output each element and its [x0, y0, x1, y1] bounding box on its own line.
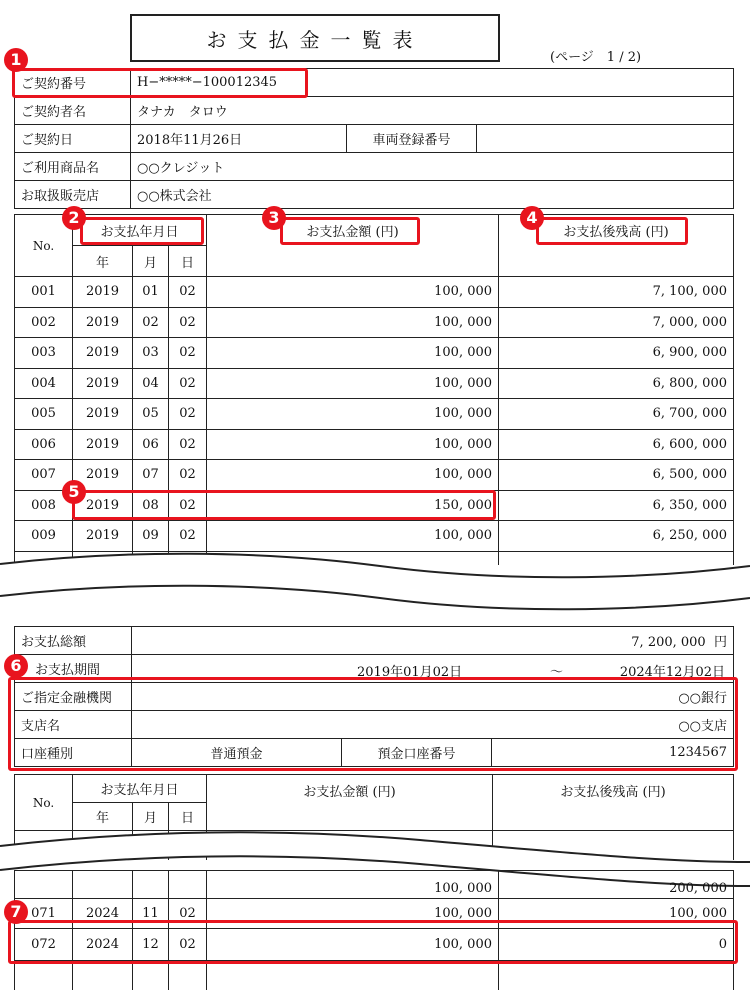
row-year: 2019	[73, 521, 133, 552]
month-header-2: 月	[133, 803, 169, 831]
period-start: 2019年01月02日	[357, 665, 463, 680]
year-header-2: 年	[73, 803, 133, 831]
callout-box-row-008	[72, 490, 496, 520]
row-day: 02	[169, 490, 207, 521]
cut-row-2	[15, 871, 734, 899]
branch-label: 支店名	[15, 711, 132, 739]
row-amount: 100, 000	[207, 307, 499, 338]
row-072-month: 12	[133, 929, 169, 961]
schedule-row	[15, 521, 734, 552]
day-header-2: 日	[169, 803, 207, 831]
row-balance: 7, 000, 000	[499, 307, 734, 338]
trailing-cell	[499, 961, 734, 990]
payment-date-header-2: お支払年月日	[73, 775, 207, 803]
year-header: 年	[73, 246, 133, 277]
page-number: (ページ 1 / 2)	[550, 50, 642, 65]
row-day: 02	[169, 460, 207, 491]
callout-box-payment-amount	[280, 217, 420, 245]
row-year: 2019	[73, 307, 133, 338]
callout-badge-2: 2	[62, 206, 86, 230]
cut-row2-amount: 100, 000	[207, 871, 499, 899]
cut-row2-day	[169, 871, 207, 899]
row-balance: 6, 900, 000	[499, 338, 734, 369]
callout-badge-6: 6	[4, 654, 28, 678]
trailing-cell	[207, 961, 499, 990]
account-number-value: 1234567	[492, 739, 734, 767]
product-name-value: ○○クレジット	[131, 153, 734, 181]
row-year: 2019	[73, 399, 133, 430]
vehicle-registration-label: 車両登録番号	[347, 125, 477, 153]
row-no: 007	[15, 460, 73, 491]
schedule-row	[15, 277, 734, 308]
row-day: 02	[169, 399, 207, 430]
summary-total-row	[15, 627, 734, 655]
cut-row2-year	[73, 871, 133, 899]
row-amount: 100, 000	[207, 277, 499, 308]
row-071-balance: 100, 000	[499, 899, 734, 929]
contract-date-label: ご契約日	[15, 125, 131, 153]
schedule-row	[15, 338, 734, 369]
document-title: お支払金一覧表	[130, 14, 500, 62]
row-month: 04	[133, 368, 169, 399]
payment-date-header: お支払年月日	[73, 215, 207, 246]
row-no: 002	[15, 307, 73, 338]
row-year: 2019	[73, 277, 133, 308]
callout-badge-4: 4	[520, 206, 544, 230]
row-no: 004	[15, 368, 73, 399]
trailing-row	[15, 961, 734, 990]
row-no: 005	[15, 399, 73, 430]
branch-value: ○○支店	[132, 711, 734, 739]
day-header: 日	[169, 246, 207, 277]
row-year: 2019	[73, 368, 133, 399]
callout-box-final-row	[8, 920, 738, 964]
total-label: お支払総額	[15, 627, 132, 655]
period-end: 2024年12月02日	[619, 665, 725, 680]
cut-row2-balance: 200, 000	[499, 871, 734, 899]
callout-box-contract-number	[12, 68, 308, 98]
schedule-row	[15, 307, 734, 338]
row-balance: 6, 250, 000	[499, 521, 734, 552]
callout-badge-7: 7	[4, 900, 28, 924]
schedule-row	[15, 399, 734, 430]
bank-value: ○○銀行	[132, 683, 734, 711]
callout-badge-1: 1	[4, 48, 28, 72]
row-year: 2019	[73, 490, 133, 521]
schedule-row	[15, 429, 734, 460]
contractor-name-value: タナカ タロウ	[131, 97, 734, 125]
row-balance: 6, 700, 000	[499, 399, 734, 430]
row-no: 009	[15, 521, 73, 552]
row-month: 05	[133, 399, 169, 430]
callout-badge-3: 3	[262, 206, 286, 230]
contract-number-label: ご契約番号	[15, 69, 131, 97]
balance-header: お支払後残高 (円)	[499, 215, 734, 277]
trailing-cell	[15, 961, 73, 990]
row-balance: 6, 350, 000	[499, 490, 734, 521]
schedule-row	[15, 460, 734, 491]
page-tear-divider	[0, 548, 750, 614]
callout-box-payment-date	[80, 217, 204, 245]
dealer-value: ○○株式会社	[131, 181, 734, 209]
row-no: 003	[15, 338, 73, 369]
callout-badge-5: 5	[62, 480, 86, 504]
row-month: 02	[133, 307, 169, 338]
row-no: 008	[15, 490, 73, 521]
row-month: 07	[133, 460, 169, 491]
row-072-year: 2024	[73, 929, 133, 961]
month-header: 月	[133, 246, 169, 277]
row-072-balance: 0	[499, 929, 734, 961]
row-month: 08	[133, 490, 169, 521]
row-amount: 100, 000	[207, 460, 499, 491]
row-balance: 7, 100, 000	[499, 277, 734, 308]
contract-row-product	[15, 153, 734, 181]
cut-row2-no	[15, 871, 73, 899]
row-amount: 100, 000	[207, 521, 499, 552]
row-071-month: 11	[133, 899, 169, 929]
account-number-label: 預金口座番号	[342, 739, 492, 767]
trailing-cell	[133, 961, 169, 990]
row-day: 02	[169, 368, 207, 399]
balance-header-2: お支払後残高 (円)	[493, 775, 734, 831]
total-value-cell	[132, 627, 734, 655]
row-no: 001	[15, 277, 73, 308]
trailing-cell	[73, 961, 133, 990]
payment-amount-header: お支払金額 (円)	[207, 215, 499, 277]
cut-row2-month	[133, 871, 169, 899]
row-day: 02	[169, 277, 207, 308]
row-day: 02	[169, 307, 207, 338]
no-header-2: No.	[15, 775, 73, 831]
total-unit: 円	[713, 635, 727, 650]
account-type-label: 口座種別	[15, 739, 132, 767]
row-071-amount: 100, 000	[207, 899, 499, 929]
row-balance: 6, 500, 000	[499, 460, 734, 491]
bank-label: ご指定金融機関	[15, 683, 132, 711]
contractor-name-label: ご契約者名	[15, 97, 131, 125]
row-year: 2019	[73, 429, 133, 460]
row-month: 03	[133, 338, 169, 369]
contract-row-name	[15, 97, 734, 125]
vehicle-registration-value	[477, 125, 734, 153]
contract-row-date	[15, 125, 734, 153]
row-balance: 6, 600, 000	[499, 429, 734, 460]
callout-box-bank-info	[8, 677, 738, 771]
row-month: 01	[133, 277, 169, 308]
callout-box-balance	[536, 217, 688, 245]
row-072-no: 072	[15, 929, 73, 961]
row-day: 02	[169, 338, 207, 369]
account-type-value: 普通預金	[132, 739, 342, 767]
contract-date-value: 2018年11月26日	[131, 125, 347, 153]
contract-row-dealer	[15, 181, 734, 209]
row-no: 006	[15, 429, 73, 460]
product-name-label: ご利用商品名	[15, 153, 131, 181]
row-amount: 100, 000	[207, 338, 499, 369]
row-day: 02	[169, 521, 207, 552]
row-amount: 100, 000	[207, 368, 499, 399]
row-day: 02	[169, 429, 207, 460]
row-072-day: 02	[169, 929, 207, 961]
row-072-amount: 100, 000	[207, 929, 499, 961]
row-071-year: 2024	[73, 899, 133, 929]
row-amount: 100, 000	[207, 399, 499, 430]
row-071-no: 071	[15, 899, 73, 929]
row-month: 09	[133, 521, 169, 552]
schedule-row	[15, 368, 734, 399]
schedule2-header-row	[15, 775, 734, 803]
row-month: 06	[133, 429, 169, 460]
period-label: お支払期間	[15, 655, 132, 683]
row-year: 2019	[73, 338, 133, 369]
no-header: No.	[15, 215, 73, 277]
period-separator: 〜	[550, 665, 564, 680]
row-balance: 6, 800, 000	[499, 368, 734, 399]
row-amount: 150, 000	[207, 490, 499, 521]
row-amount: 100, 000	[207, 429, 499, 460]
payment-amount-header-2: お支払金額 (円)	[207, 775, 493, 831]
trailing-cell	[169, 961, 207, 990]
dealer-label: お取扱販売店	[15, 181, 131, 209]
row-year: 2019	[73, 460, 133, 491]
contract-number-value: H−*****−100012345	[131, 69, 734, 97]
total-value: 7, 200, 000	[631, 635, 706, 650]
row-071-day: 02	[169, 899, 207, 929]
